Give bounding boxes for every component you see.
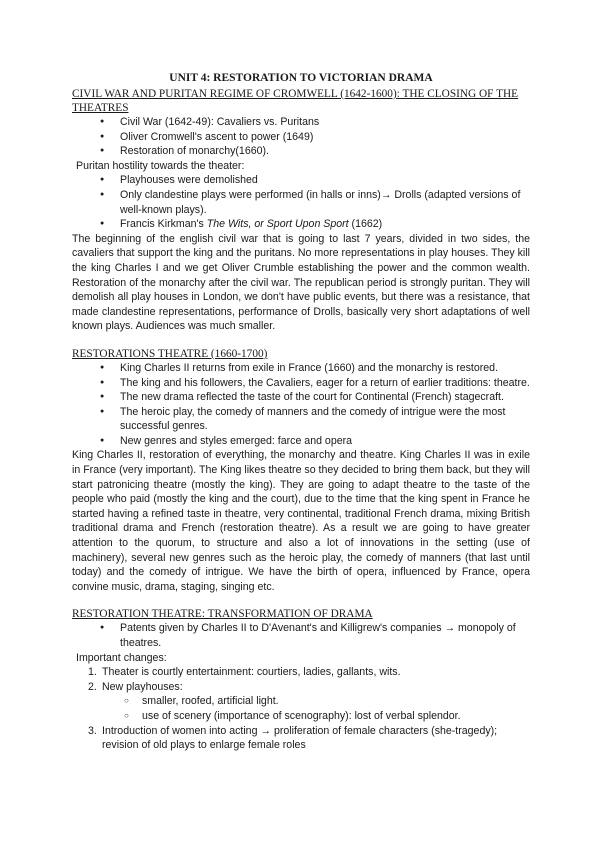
section-heading-civil-war: CIVIL WAR AND PURITAN REGIME OF CROMWELL (1642-1600): THE CLOSING OF THE THEATRES (72, 88, 519, 114)
list-item-kirkman (108, 217, 530, 232)
section-heading-transformation: RESTORATION THEATRE: TRANSFORMATION OF DRAMA (72, 608, 373, 621)
playhouse-sublist (102, 694, 530, 723)
list-item: ● Oliver Cromwell's ascent to power (1649) (108, 130, 530, 145)
item-text: Theater is courtly entertainment: courtiers, ladies, gallants, wits. (102, 666, 401, 679)
item-text: Introduction of women into acting → proliferation of female characters (she-tragedy); revision of old plays to enlarge female roles (102, 724, 498, 752)
list-item: ● King Charles II returns from exile in France (1660) and the monarchy is restored. (108, 361, 530, 376)
numbered-item (90, 680, 530, 724)
list-item: ● Only clandestine plays were performed (in halls or inns)→ Drolls (adapted versions of well-known plays). (108, 188, 530, 217)
civil-war-list (72, 115, 530, 159)
changes-list (72, 665, 530, 753)
list-item: ● Patents given by Charles II to D'Avenant's and Killigrew's companies → monopoly of theatres. (108, 621, 530, 650)
section-heading-restoration: RESTORATIONS THEATRE (1660-1700) (72, 347, 268, 360)
list-item: ● Civil War (1642-49): Cavaliers vs. Puritans (108, 115, 530, 130)
item-number: 1. (88, 666, 97, 679)
sub-list-item: ○ use of scenery (importance of scenography): lost of verbal splendor. (132, 709, 530, 724)
item-number: 2. (88, 680, 97, 693)
restoration-paragraph: King Charles II, restoration of everything, the monarchy and theatre. King Charles II was in exile in France (very important). The King likes theatre so they decided to bring them back, but they will start patronicing theatre (mostly the king). They are going to adapt theatre to the taste of the people who paid (mostly the king and the court), due to the time that the king spent in France he started having a refined taste in theatre, very continental, traditional French drama, mixing British traditional drama and French (restoration theatre). As a result we are going to have greater attention to the quorum, to structure and also a lot of innovations in the setting (use of machinery), several new genres such as the heroic play, the comedy of manners (that last until today) and the comedy of intrigue. We have the birth of opera, influenced by France, opera convine music, drama, staging, singing etc. (72, 449, 530, 593)
kirkman-title: The Wits, or Sport Upon Sport (206, 218, 349, 231)
numbered-item (90, 665, 530, 680)
hostility-list (72, 173, 530, 231)
restoration-list (72, 361, 530, 449)
civil-war-paragraph: The beginning of the english civil war that is going to last 7 years, divided in two sides, the cavaliers that support the king and the puritans. No more representations in play houses. They kill the king Charles I and we get Oliver Crumble establishing the power and the common wealth. Restoration of the monarchy after the civil war. The republican period is strongly puritan. They will demolish all play houses in London, we don't have public events, but there was a resistance, that made clandestine representations, performance of Drolls, basically very short adaptations of well known plays. Audiences was much smaller. (72, 232, 530, 333)
list-item: ● The king and his followers, the Cavaliers, eager for a return of earlier traditions: theatre. (108, 376, 530, 391)
list-item: ● Restoration of monarchy(1660). (108, 144, 530, 159)
list-item: ● New genres and styles emerged: farce and opera (108, 434, 530, 449)
item-number: 3. (88, 724, 97, 737)
kirkman-year: (1662) (348, 218, 383, 231)
patents-list (72, 621, 530, 650)
sub-list-item: ○ smaller, roofed, artificial light. (132, 694, 530, 709)
changes-intro: Important changes: (76, 651, 167, 664)
numbered-item (90, 724, 530, 753)
list-item: ● Playhouses were demolished (108, 173, 530, 188)
kirkman-prefix: Francis Kirkman's (120, 218, 207, 231)
page-title: UNIT 4: RESTORATION TO VICTORIAN DRAMA (169, 72, 433, 84)
list-item: ● The new drama reflected the taste of the court for Continental (French) stagecraft. (108, 390, 530, 405)
hostility-intro: Puritan hostility towards the theater: (76, 159, 245, 172)
item-text: New playhouses: (102, 680, 183, 693)
list-item: ● The heroic play, the comedy of manners and the comedy of intrigue were the most successful genres. (108, 405, 530, 434)
